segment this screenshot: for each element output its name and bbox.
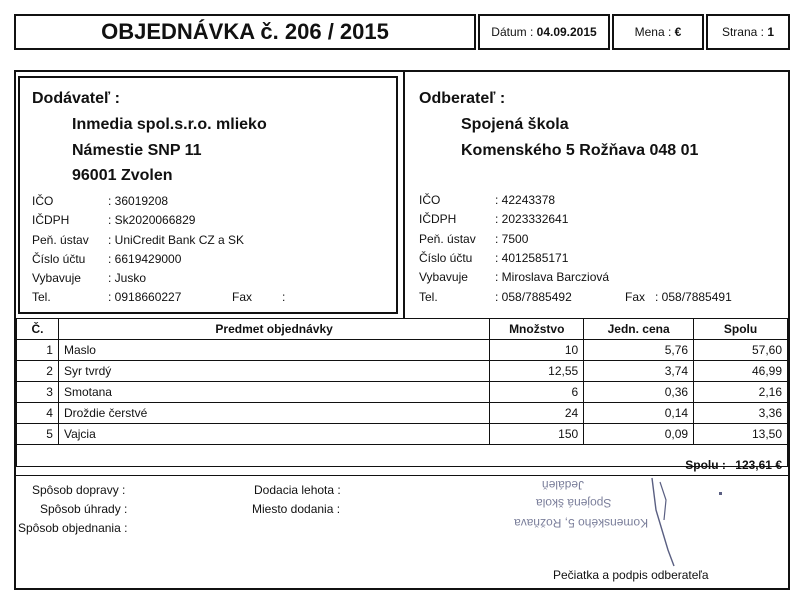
table-row	[17, 403, 788, 424]
row-total: 57,60	[694, 340, 788, 361]
row-price: 3,74	[584, 361, 694, 382]
customer-bank-value: : 7500	[495, 232, 529, 246]
customer-bank-label: Peň. ústav	[419, 232, 476, 246]
row-total: 13,50	[694, 424, 788, 445]
customer-account-value: : 4012585171	[495, 251, 569, 265]
col-qty-header: Množstvo	[490, 319, 584, 340]
customer-contact-label: Vybavuje	[419, 270, 468, 284]
row-total: 3,36	[694, 403, 788, 424]
page-label: Strana :	[721, 25, 764, 39]
supplier-fax-value: :	[282, 290, 286, 304]
supplier-role: Dodávateľ :	[32, 90, 120, 107]
customer-fax-value: : 058/7885491	[655, 290, 732, 304]
row-no: 1	[17, 340, 59, 361]
col-price-header: Jedn. cena	[584, 319, 694, 340]
customer-fax-label: Fax	[625, 290, 646, 304]
supplier-bank-value: : UniCredit Bank CZ a SK	[108, 233, 245, 247]
row-no: 4	[17, 403, 59, 424]
table-row	[17, 340, 788, 361]
items-table	[16, 318, 788, 467]
supplier-fax-label: Fax	[232, 290, 253, 304]
customer-account-label: Číslo účtu	[419, 251, 473, 265]
row-price: 5,76	[584, 340, 694, 361]
supplier-account-label: Číslo účtu	[32, 252, 86, 266]
customer-box	[403, 72, 788, 318]
col-no-header: Č.	[17, 319, 59, 340]
customer-street: Komenského 5 Rožňava 048 01	[461, 142, 699, 159]
row-total: 46,99	[694, 361, 788, 382]
stamp-line-2: Spojená škola	[536, 496, 612, 510]
supplier-ico-label: IČO	[32, 194, 54, 208]
customer-icdph-value: : 2023332641	[495, 212, 569, 226]
delivery-time-label: Dodacia lehota :	[254, 483, 341, 497]
signature-scribble-icon	[640, 470, 700, 570]
page-value: 1	[767, 25, 775, 39]
row-qty: 150	[490, 424, 584, 445]
row-item: Vajcia	[58, 424, 489, 445]
customer-role: Odberateľ :	[419, 90, 506, 107]
date-box	[478, 14, 610, 50]
payment-label: Spôsob úhrady :	[40, 502, 128, 516]
supplier-account-value: : 6619429000	[108, 252, 182, 266]
supplier-tel-label: Tel.	[32, 290, 51, 304]
supplier-name: Inmedia spol.s.r.o. mlieko	[72, 116, 267, 133]
row-price: 0,09	[584, 424, 694, 445]
row-item: Droždie čerstvé	[58, 403, 489, 424]
row-qty: 12,55	[490, 361, 584, 382]
ordering-label: Spôsob objednania :	[18, 521, 128, 535]
supplier-contact-value: : Jusko	[108, 271, 147, 285]
col-item-header: Predmet objednávky	[58, 319, 489, 340]
table-row	[17, 424, 788, 445]
stamp-line-3: Jedáleň	[542, 478, 585, 492]
supplier-icdph-value: : Sk2020066829	[108, 213, 196, 227]
signature-label: Pečiatka a podpis odberateľa	[553, 568, 709, 582]
supplier-contact-label: Vybavuje	[32, 271, 81, 285]
page-box	[706, 14, 790, 50]
customer-ico-label: IČO	[419, 193, 441, 207]
row-item: Maslo	[58, 340, 489, 361]
customer-ico-value: : 42243378	[495, 193, 556, 207]
row-qty: 10	[490, 340, 584, 361]
supplier-tel-value: : 0918660227	[108, 290, 182, 304]
row-no: 3	[17, 382, 59, 403]
customer-contact-value: : Miroslava Barcziová	[495, 270, 610, 284]
row-price: 0,36	[584, 382, 694, 403]
order-title: OBJEDNÁVKA č. 206 / 2015	[14, 14, 476, 50]
currency-label: Mena :	[634, 25, 672, 39]
customer-icdph-label: IČDPH	[419, 212, 457, 226]
supplier-bank-label: Peň. ústav	[32, 233, 89, 247]
table-row	[17, 382, 788, 403]
row-qty: 6	[490, 382, 584, 403]
customer-tel-label: Tel.	[419, 290, 438, 304]
row-qty: 24	[490, 403, 584, 424]
table-header-row	[17, 319, 788, 340]
currency-box	[612, 14, 704, 50]
transport-label: Spôsob dopravy :	[32, 483, 126, 497]
date-value: 04.09.2015	[536, 25, 597, 39]
grand-total-value: 123,61 €	[735, 458, 782, 472]
customer-tel-value: : 058/7885492	[495, 290, 572, 304]
row-item: Smotana	[58, 382, 489, 403]
row-no: 2	[17, 361, 59, 382]
stamp-dot-icon	[719, 492, 722, 495]
stamp-line-1: Komenského 5, Rožňava	[514, 516, 649, 530]
customer-name: Spojená škola	[461, 116, 569, 133]
row-no: 5	[17, 424, 59, 445]
col-total-header: Spolu	[694, 319, 788, 340]
currency-value: €	[674, 25, 682, 39]
delivery-place-label: Miesto dodania :	[252, 502, 341, 516]
supplier-street: Námestie SNP 11	[72, 142, 202, 159]
row-item: Syr tvrdý	[58, 361, 489, 382]
supplier-box	[18, 76, 398, 314]
grand-total-label: Spolu :	[685, 458, 726, 472]
row-total: 2,16	[694, 382, 788, 403]
date-label: Dátum :	[491, 25, 534, 39]
supplier-ico-value: : 36019208	[108, 194, 169, 208]
supplier-icdph-label: IČDPH	[32, 213, 70, 227]
row-price: 0,14	[584, 403, 694, 424]
supplier-city: 96001 Zvolen	[72, 167, 173, 184]
table-row	[17, 361, 788, 382]
